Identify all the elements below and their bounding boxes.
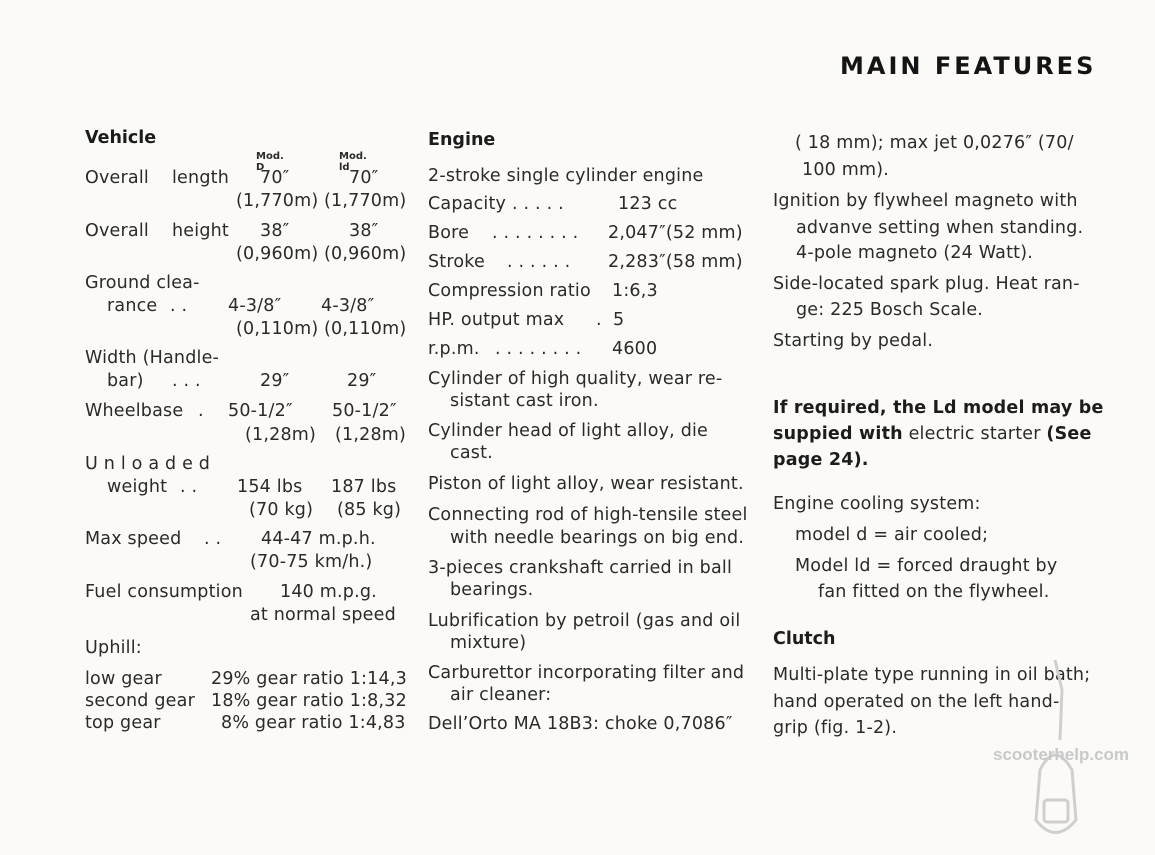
ld-note-part-1: suppied with — [773, 424, 903, 444]
low-gear-label: low gear — [85, 669, 162, 689]
crankshaft-line-1: 3-pieces crankshaft carried in ball — [428, 558, 733, 578]
unloaded-d-metric: (70 kg) — [249, 500, 314, 520]
second-gear-value: 18% gear ratio 1:8,32 — [211, 691, 407, 711]
ld-model-note-line-2 — [773, 424, 1092, 444]
ld-model-note-line-3: page 24). — [773, 450, 869, 470]
unloaded-label2: weight — [107, 477, 168, 497]
engine-heading: Engine — [428, 130, 496, 150]
vehicle-heading: Vehicle — [85, 128, 157, 148]
unloaded-label: U n l o a d e d — [85, 454, 211, 474]
overall-height-ld-metric: (0,960m) — [324, 244, 407, 264]
hp-label: HP. output max — [428, 310, 565, 330]
cylinder-head-line-2: cast. — [450, 443, 493, 463]
engine-type: 2-stroke single cylinder engine — [428, 166, 704, 186]
clutch-line-3: grip (fig. 1-2). — [773, 718, 898, 738]
fuel-note: at normal speed — [250, 605, 396, 625]
top-gear-value: 8% gear ratio 1:4,83 — [221, 713, 406, 733]
cooling-heading: Engine cooling system: — [773, 494, 981, 514]
capacity-label: Capacity — [428, 194, 507, 214]
dellorto-line: Dell’Orto MA 18B3: choke 0,7086″ — [428, 714, 733, 734]
page-title: MAIN FEATURES — [840, 52, 1097, 80]
spark-plug-line-2: ge: 225 Bosch Scale. — [796, 300, 984, 320]
cylinder-line-2: sistant cast iron. — [450, 391, 599, 411]
cylinder-line-1: Cylinder of high quality, wear re- — [428, 369, 723, 389]
bore-label: Bore — [428, 223, 470, 243]
clutch-line-1: Multi-plate type running in oil bath; — [773, 665, 1091, 685]
ld-model-note-line-1: If required, the Ld model may be — [773, 398, 1104, 418]
ignition-line-1: Ignition by flywheel magneto with — [773, 191, 1078, 211]
stroke-dots: . . . . . . — [507, 252, 571, 272]
width-label: Width (Handle- — [85, 348, 220, 368]
unloaded-d: 154 lbs — [237, 477, 303, 497]
lubrification-line-1: Lubrification by petroil (gas and oil — [428, 611, 741, 631]
ground-clearance-label: Ground clea- — [85, 273, 200, 293]
fuel-label: Fuel consumption — [85, 582, 243, 602]
overall-length-d: 70″ — [260, 168, 290, 188]
mod-ld-header: Mod. ld — [339, 151, 367, 173]
top-gear-label: top gear — [85, 713, 161, 733]
ld-note-part-2: electric starter — [908, 424, 1041, 444]
ld-note-part-3: (See — [1046, 424, 1092, 444]
hp-value: 5 — [613, 310, 625, 330]
cylinder-head-line-1: Cylinder head of light alloy, die — [428, 421, 709, 441]
jet-line-2: 100 mm). — [802, 160, 890, 180]
carburettor-line-2: air cleaner: — [450, 685, 552, 705]
overall-height-label2: height — [172, 221, 229, 241]
capacity-value: 123 cc — [618, 194, 678, 214]
jet-line-1: ( 18 mm); max jet 0,0276″ (70/ — [795, 133, 1074, 153]
overall-length-ld: 70″ — [349, 168, 379, 188]
max-speed-value: 44-47 m.p.h. — [261, 529, 376, 549]
wheelbase-d-metric: (1,28m) — [245, 425, 317, 445]
overall-length-label: Overall — [85, 168, 149, 188]
low-gear-value: 29% gear ratio 1:14,3 — [211, 669, 407, 689]
starting-line: Starting by pedal. — [773, 331, 934, 351]
stroke-value: 2,283″(58 mm) — [608, 252, 743, 272]
wheelbase-ld: 50-1/2″ — [332, 401, 397, 421]
compression-label: Compression ratio — [428, 281, 591, 301]
crankshaft-line-2: bearings. — [450, 580, 534, 600]
second-gear-label: second gear — [85, 691, 195, 711]
overall-length-ld-metric: (1,770m) — [324, 191, 407, 211]
overall-height-ld: 38″ — [349, 221, 379, 241]
ignition-line-3: 4-pole magneto (24 Watt). — [796, 243, 1034, 263]
stroke-label: Stroke — [428, 252, 485, 272]
wheelbase-ld-metric: (1,28m) — [335, 425, 407, 445]
rpm-dots: . . . . . . . . — [495, 339, 582, 359]
ground-clearance-label2: rance — [107, 296, 158, 316]
max-speed-metric: (70-75 km/h.) — [250, 552, 373, 572]
unloaded-dots: . . — [180, 477, 198, 497]
cooling-model-ld-line-1: Model ld = forced draught by — [795, 556, 1058, 576]
fuel-value: 140 m.p.g. — [280, 582, 377, 602]
overall-length-label2: length — [172, 168, 229, 188]
unloaded-ld-metric: (85 kg) — [337, 500, 402, 520]
unloaded-ld: 187 lbs — [331, 477, 397, 497]
ground-clearance-ld-metric: (0,110m) — [324, 319, 407, 339]
width-ld: 29″ — [347, 371, 377, 391]
overall-height-d-metric: (0,960m) — [236, 244, 319, 264]
connecting-rod-line-2: with needle bearings on big end. — [450, 528, 745, 548]
max-speed-label: Max speed — [85, 529, 182, 549]
clutch-heading: Clutch — [773, 629, 836, 649]
carburettor-line-1: Carburettor incorporating filter and — [428, 663, 745, 683]
width-label2: bar) — [107, 371, 144, 391]
overall-length-d-metric: (1,770m) — [236, 191, 319, 211]
wheelbase-dot: . — [198, 401, 204, 421]
width-d: 29″ — [260, 371, 290, 391]
spark-plug-line-1: Side-located spark plug. Heat ran- — [773, 274, 1080, 294]
mod-d-header: Mod. D — [256, 151, 284, 173]
cooling-model-ld-line-2: fan fitted on the flywheel. — [818, 582, 1050, 602]
overall-height-d: 38″ — [260, 221, 290, 241]
wheelbase-d: 50-1/2″ — [228, 401, 293, 421]
bore-value: 2,047″(52 mm) — [608, 223, 743, 243]
cooling-model-d: model d = air cooled; — [795, 525, 989, 545]
rpm-value: 4600 — [612, 339, 658, 359]
ignition-line-2: advanve setting when standing. — [796, 218, 1084, 238]
ground-clearance-ld: 4-3/8″ — [321, 296, 375, 316]
capacity-dots: . . . . . — [512, 194, 564, 214]
scooterhelp-watermark: scooterhelp.com — [993, 745, 1130, 764]
compression-value: 1:6,3 — [612, 281, 658, 301]
rpm-label: r.p.m. — [428, 339, 480, 359]
connecting-rod-line-1: Connecting rod of high-tensile steel — [428, 505, 748, 525]
lubrification-line-2: mixture) — [450, 633, 527, 653]
piston-line: Piston of light alloy, wear resistant. — [428, 474, 744, 494]
overall-height-label: Overall — [85, 221, 149, 241]
uphill-heading: Uphill: — [85, 638, 142, 658]
ground-clearance-d-metric: (0,110m) — [236, 319, 319, 339]
ground-clearance-dots: . . — [170, 296, 188, 316]
width-dots: . . . — [172, 371, 201, 391]
bore-dots: . . . . . . . . — [492, 223, 579, 243]
max-speed-dots: . . — [204, 529, 222, 549]
clutch-line-2: hand operated on the left hand- — [773, 692, 1060, 712]
ground-clearance-d: 4-3/8″ — [228, 296, 282, 316]
wheelbase-label: Wheelbase — [85, 401, 184, 421]
hp-dot: . — [596, 310, 602, 330]
